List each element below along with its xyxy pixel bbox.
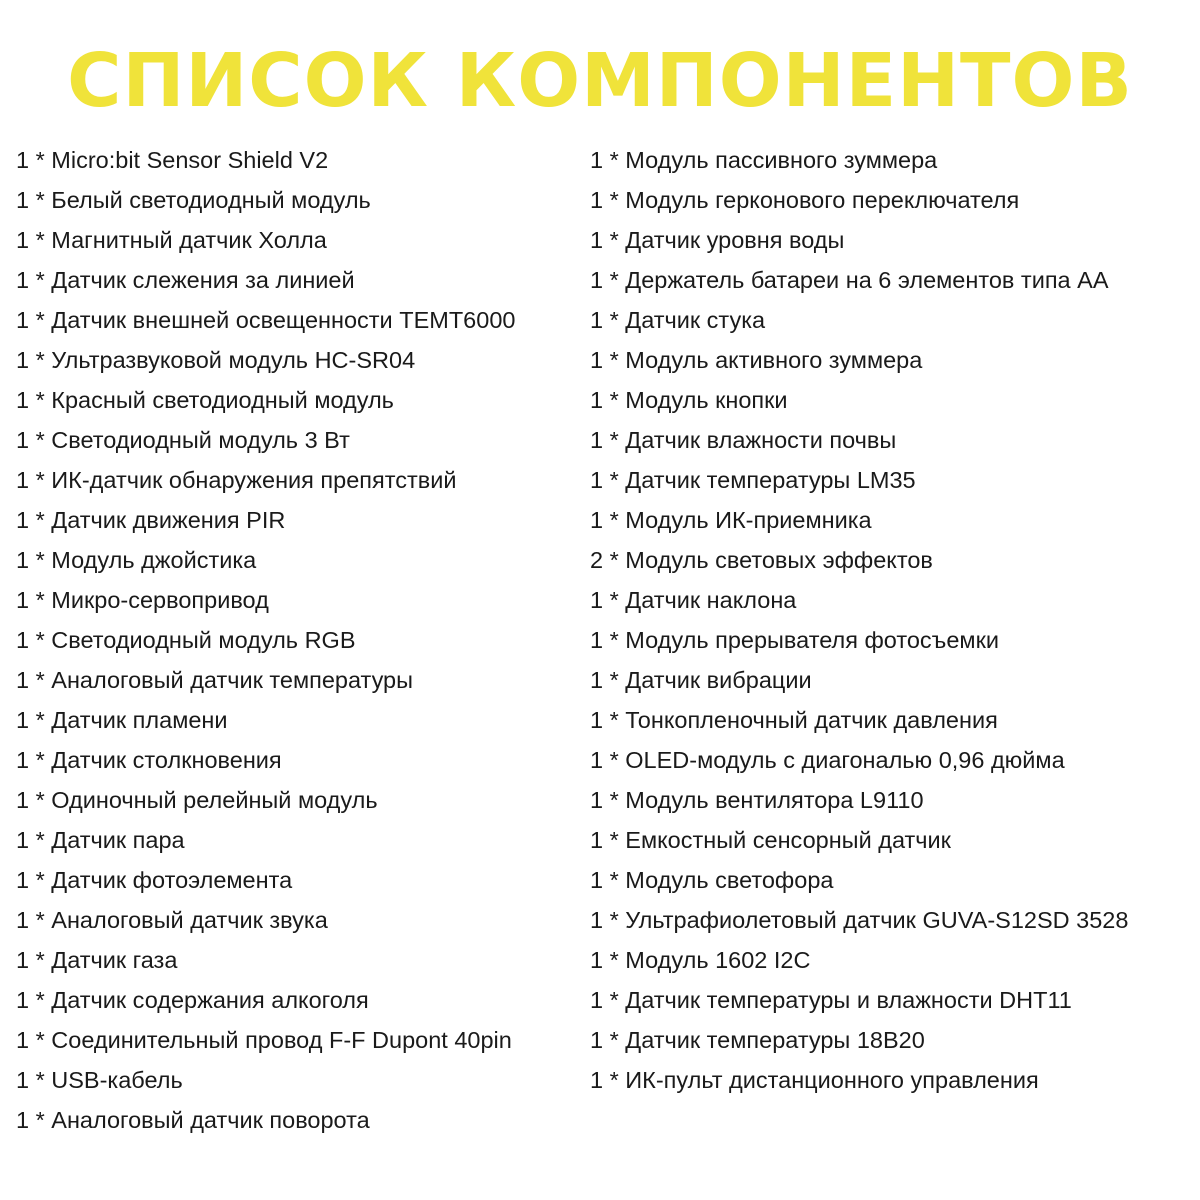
component-list-item: 1 * Держатель батареи на 6 элементов типа АА bbox=[590, 267, 1109, 293]
component-list-item: 1 * ИК-пульт дистанционного управления bbox=[590, 1067, 1039, 1093]
component-list-item: 1 * Датчик пламени bbox=[16, 707, 228, 733]
component-list-item: 1 * Светодиодный модуль 3 Вт bbox=[16, 427, 350, 453]
component-list-item: 1 * Датчик температуры LM35 bbox=[590, 467, 916, 493]
component-list-item: 1 * Датчик движения PIR bbox=[16, 507, 286, 533]
component-list-item: 1 * Датчик влажности почвы bbox=[590, 427, 897, 453]
component-list-item: 1 * Аналоговый датчик поворота bbox=[16, 1107, 370, 1133]
component-list-item: 1 * Датчик температуры и влажности DHT11 bbox=[590, 987, 1072, 1013]
component-list-item: 1 * Модуль кнопки bbox=[590, 387, 788, 413]
component-list-item: 1 * Одиночный релейный модуль bbox=[16, 787, 378, 813]
component-list-item: 1 * Датчик слежения за линией bbox=[16, 267, 355, 293]
component-list-item: 1 * Micro:bit Sensor Shield V2 bbox=[16, 147, 329, 173]
component-list-item: 1 * Тонкопленочный датчик давления bbox=[590, 707, 998, 733]
component-list-item: 1 * Красный светодиодный модуль bbox=[16, 387, 394, 413]
component-list-item: 1 * Датчик стука bbox=[590, 307, 766, 333]
component-list-item: 1 * Белый светодиодный модуль bbox=[16, 187, 371, 213]
component-list-item: 1 * OLED-модуль с диагональю 0,96 дюйма bbox=[590, 747, 1065, 773]
component-list-item: 1 * Модуль активного зуммера bbox=[590, 347, 923, 373]
component-list-item: 1 * Соединительный провод F-F Dupont 40pin bbox=[16, 1027, 512, 1053]
component-list-item: 2 * Модуль световых эффектов bbox=[590, 547, 933, 573]
component-list-item: 1 * Датчик содержания алкоголя bbox=[16, 987, 369, 1013]
component-list-item: 1 * Модуль прерывателя фотосъемки bbox=[590, 627, 999, 653]
component-list-item: 1 * Модуль герконового переключателя bbox=[590, 187, 1020, 213]
component-list-item: 1 * Датчик вибрации bbox=[590, 667, 812, 693]
component-list-item: 1 * Аналоговый датчик звука bbox=[16, 907, 328, 933]
component-list-item: 1 * Датчик пара bbox=[16, 827, 185, 853]
component-list-item: 1 * Модуль вентилятора L9110 bbox=[590, 787, 924, 813]
component-list-item: 1 * Микро-сервопривод bbox=[16, 587, 269, 613]
component-list-item: 1 * Ультрафиолетовый датчик GUVA-S12SD 3528 bbox=[590, 907, 1129, 933]
component-list-item: 1 * Датчик фотоэлемента bbox=[16, 867, 293, 893]
component-list-item: 1 * Модуль пассивного зуммера bbox=[590, 147, 938, 173]
component-list-item: 1 * Датчик внешней освещенности TEMT6000 bbox=[16, 307, 516, 333]
component-list-item: 1 * Датчик уровня воды bbox=[590, 227, 845, 253]
component-list-item: 1 * Датчик газа bbox=[16, 947, 178, 973]
component-list-item: 1 * Модуль джойстика bbox=[16, 547, 257, 573]
component-list-item: 1 * ИК-датчик обнаружения препятствий bbox=[16, 467, 457, 493]
component-list-item: 1 * Модуль 1602 I2C bbox=[590, 947, 811, 973]
component-list-item: 1 * Модуль ИК-приемника bbox=[590, 507, 872, 533]
component-list-item: 1 * Аналоговый датчик температуры bbox=[16, 667, 414, 693]
component-list-item: 1 * Модуль светофора bbox=[590, 867, 834, 893]
component-list-item: 1 * Ультразвуковой модуль HC-SR04 bbox=[16, 347, 416, 373]
component-list-left bbox=[16, 140, 586, 1140]
component-list-item: 1 * Светодиодный модуль RGB bbox=[16, 627, 356, 653]
component-list-item: 1 * Емкостный сенсорный датчик bbox=[590, 827, 951, 853]
component-list-item: 1 * Магнитный датчик Холла bbox=[16, 227, 327, 253]
component-list-item: 1 * Датчик столкновения bbox=[16, 747, 282, 773]
page-title: СПИСОК КОМПОНЕНТОВ bbox=[67, 38, 1133, 124]
component-list-right bbox=[590, 140, 1190, 1100]
component-list-item: 1 * USB-кабель bbox=[16, 1067, 183, 1093]
component-list-item: 1 * Датчик наклона bbox=[590, 587, 797, 613]
component-list-item: 1 * Датчик температуры 18B20 bbox=[590, 1027, 925, 1053]
